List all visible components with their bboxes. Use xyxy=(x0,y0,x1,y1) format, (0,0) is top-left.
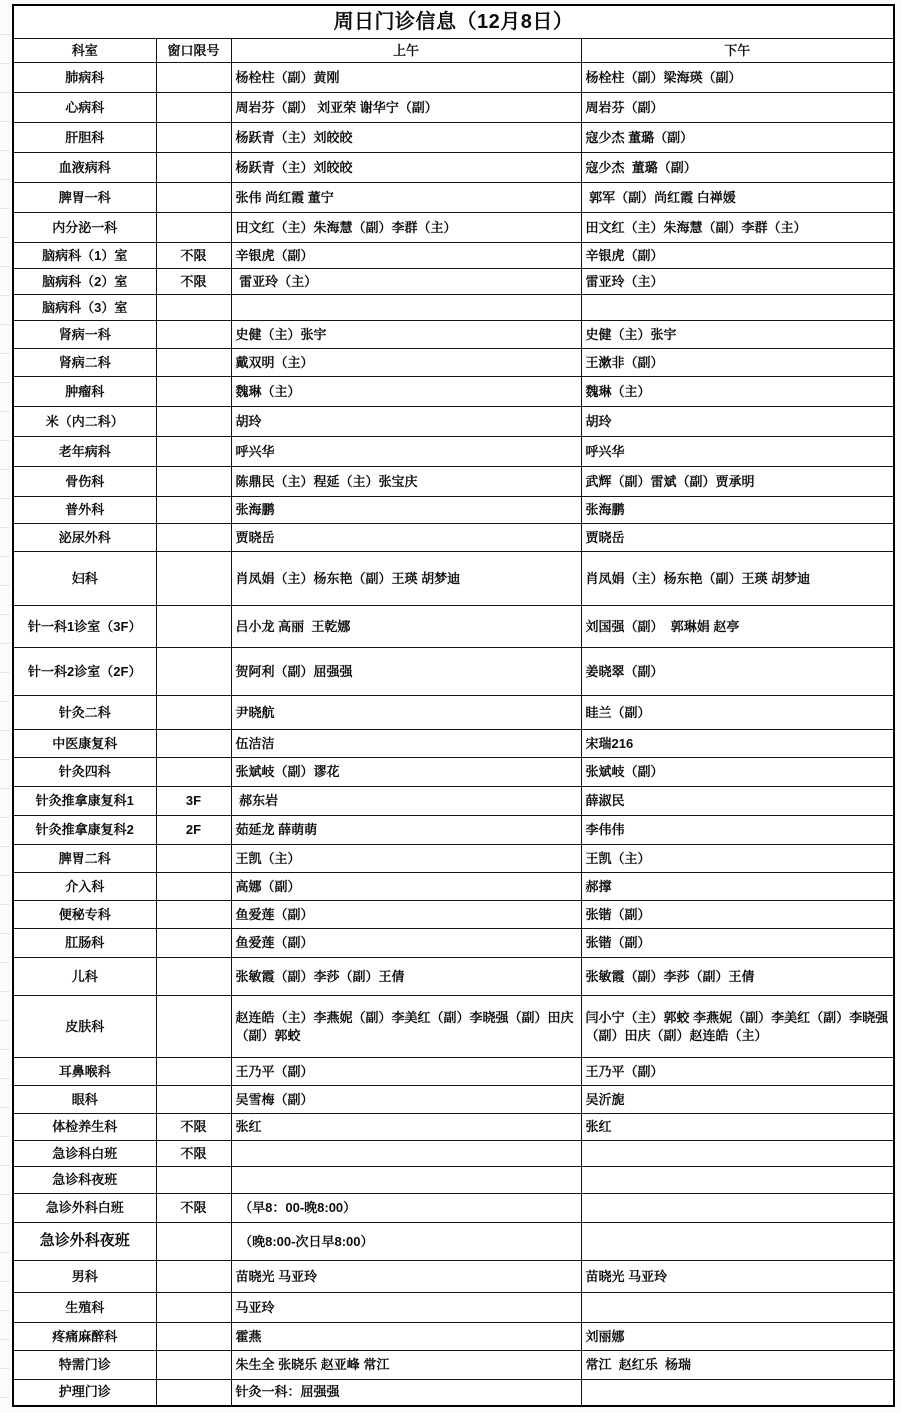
department-cell: 米（内二科） xyxy=(13,407,156,437)
window-limit-cell xyxy=(156,295,231,321)
table-row xyxy=(13,1261,894,1293)
table-row xyxy=(13,63,894,93)
col-header-morning: 上午 xyxy=(231,39,581,63)
afternoon-doctors-cell xyxy=(581,1293,894,1323)
morning-doctors-cell: （早8：00-晚8:00） xyxy=(231,1194,581,1223)
morning-doctors-cell: 肖凤娟（主）杨东艳（副）王瑛 胡梦迪 xyxy=(231,552,581,606)
afternoon-doctors-cell: 郝撑 xyxy=(581,873,894,901)
table-row xyxy=(13,295,894,321)
afternoon-doctors-cell: 王凯（主） xyxy=(581,845,894,873)
window-limit-cell xyxy=(156,93,231,123)
department-cell: 血液病科 xyxy=(13,153,156,183)
department-cell: 疼痛麻醉科 xyxy=(13,1323,156,1351)
morning-doctors-cell: 张红 xyxy=(231,1114,581,1141)
department-cell: 急诊科白班 xyxy=(13,1141,156,1167)
window-limit-cell xyxy=(156,1380,231,1406)
window-limit-cell xyxy=(156,407,231,437)
afternoon-doctors-cell: 刘国强（副） 郭琳娟 赵亭 xyxy=(581,606,894,648)
department-cell: 皮肤科 xyxy=(13,996,156,1058)
department-cell: 耳鼻喉科 xyxy=(13,1058,156,1086)
table-row xyxy=(13,996,894,1058)
window-limit-cell xyxy=(156,845,231,873)
morning-doctors-cell: 王凯（主） xyxy=(231,845,581,873)
morning-doctors-cell: 高娜（副） xyxy=(231,873,581,901)
table-row xyxy=(13,497,894,524)
afternoon-doctors-cell: 史健（主）张宇 xyxy=(581,321,894,349)
col-header-department: 科室 xyxy=(13,39,156,63)
afternoon-doctors-cell: 李伟伟 xyxy=(581,816,894,845)
window-limit-cell xyxy=(156,321,231,349)
morning-doctors-cell: 张伟 尚红霞 董宁 xyxy=(231,183,581,213)
department-cell: 肺病科 xyxy=(13,63,156,93)
afternoon-doctors-cell: 呼兴华 xyxy=(581,437,894,467)
window-limit-cell xyxy=(156,996,231,1058)
morning-doctors-cell: （晚8:00-次日早8:00） xyxy=(231,1223,581,1261)
window-limit-cell xyxy=(156,213,231,243)
department-cell: 肝胆科 xyxy=(13,123,156,153)
morning-doctors-cell: 尹晓航 xyxy=(231,696,581,730)
afternoon-doctors-cell xyxy=(581,1141,894,1167)
table-row xyxy=(13,153,894,183)
morning-doctors-cell: 杨栓柱（副）黄刚 xyxy=(231,63,581,93)
col-header-afternoon: 下午 xyxy=(581,39,894,63)
department-cell: 男科 xyxy=(13,1261,156,1293)
department-cell: 普外科 xyxy=(13,497,156,524)
window-limit-cell xyxy=(156,552,231,606)
afternoon-doctors-cell: 周岩芬（副） xyxy=(581,93,894,123)
afternoon-doctors-cell: 王漱非（副） xyxy=(581,349,894,377)
morning-doctors-cell: 贾晓岳 xyxy=(231,524,581,552)
window-limit-cell xyxy=(156,1293,231,1323)
afternoon-doctors-cell: 眭兰（副） xyxy=(581,696,894,730)
morning-doctors-cell: 张斌岐（副）谬花 xyxy=(231,758,581,787)
morning-doctors-cell: 陈鼎民（主）程延（主）张宝庆 xyxy=(231,467,581,497)
morning-doctors-cell: 田文红（主）朱海慧（副）李群（主） xyxy=(231,213,581,243)
department-cell: 针灸推拿康复科2 xyxy=(13,816,156,845)
morning-doctors-cell: 鱼爱莲（副） xyxy=(231,929,581,958)
afternoon-doctors-cell: 张锴（副） xyxy=(581,929,894,958)
table-row xyxy=(13,1323,894,1351)
table-row xyxy=(13,1223,894,1261)
morning-doctors-cell: 史健（主）张宇 xyxy=(231,321,581,349)
header-row xyxy=(13,39,894,63)
table-row xyxy=(13,1194,894,1223)
window-limit-cell xyxy=(156,901,231,929)
afternoon-doctors-cell: 张敏霞（副）李莎（副）王倩 xyxy=(581,958,894,996)
table-row xyxy=(13,787,894,816)
department-cell: 脑病科（1）室 xyxy=(13,243,156,269)
afternoon-doctors-cell: 张海鹏 xyxy=(581,497,894,524)
table-row xyxy=(13,730,894,758)
afternoon-doctors-cell: 薛淑民 xyxy=(581,787,894,816)
window-limit-cell xyxy=(156,349,231,377)
morning-doctors-cell: 针灸一科：屈强强 xyxy=(231,1380,581,1406)
table-row xyxy=(13,1141,894,1167)
afternoon-doctors-cell: 武辉（副）雷斌（副）贾承明 xyxy=(581,467,894,497)
table-row xyxy=(13,93,894,123)
department-cell: 急诊外科夜班 xyxy=(13,1223,156,1261)
window-limit-cell xyxy=(156,1261,231,1293)
afternoon-doctors-cell: 张锴（副） xyxy=(581,901,894,929)
window-limit-cell: 2F xyxy=(156,816,231,845)
morning-doctors-cell: 辛银虎（副） xyxy=(231,243,581,269)
morning-doctors-cell: 伍洁洁 xyxy=(231,730,581,758)
window-limit-cell: 不限 xyxy=(156,1194,231,1223)
department-cell: 针灸二科 xyxy=(13,696,156,730)
table-row xyxy=(13,467,894,497)
morning-doctors-cell: 贺阿利（副）屈强强 xyxy=(231,648,581,696)
table-row xyxy=(13,123,894,153)
window-limit-cell xyxy=(156,153,231,183)
window-limit-cell xyxy=(156,873,231,901)
department-cell: 眼科 xyxy=(13,1086,156,1114)
morning-doctors-cell: 杨跃青（主）刘皎皎 xyxy=(231,123,581,153)
window-limit-cell xyxy=(156,524,231,552)
department-cell: 护理门诊 xyxy=(13,1380,156,1406)
department-cell: 特需门诊 xyxy=(13,1351,156,1380)
window-limit-cell xyxy=(156,123,231,153)
department-cell: 儿科 xyxy=(13,958,156,996)
table-row xyxy=(13,377,894,407)
afternoon-doctors-cell: 辛银虎（副） xyxy=(581,243,894,269)
department-cell: 内分泌一科 xyxy=(13,213,156,243)
morning-doctors-cell: 鱼爱莲（副） xyxy=(231,901,581,929)
morning-doctors-cell: 魏琳（主） xyxy=(231,377,581,407)
morning-doctors-cell: 雷亚玲（主） xyxy=(231,269,581,295)
table-row xyxy=(13,816,894,845)
col-header-window-limit: 窗口限号 xyxy=(156,39,231,63)
table-row xyxy=(13,321,894,349)
morning-doctors-cell: 郝东岩 xyxy=(231,787,581,816)
morning-doctors-cell: 茹延龙 薛萌萌 xyxy=(231,816,581,845)
table-row xyxy=(13,758,894,787)
table-row xyxy=(13,183,894,213)
department-cell: 肾病一科 xyxy=(13,321,156,349)
table-row xyxy=(13,929,894,958)
afternoon-doctors-cell: 郭军（副）尚红霞 白禅媛 xyxy=(581,183,894,213)
table-row xyxy=(13,1058,894,1086)
outpatient-schedule-table xyxy=(12,4,895,1407)
table-row xyxy=(13,901,894,929)
window-limit-cell xyxy=(156,437,231,467)
window-limit-cell xyxy=(156,1167,231,1194)
page-title: 周日门诊信息（12月8日） xyxy=(13,5,894,39)
afternoon-doctors-cell: 杨栓柱（副）梁海瑛（副） xyxy=(581,63,894,93)
afternoon-doctors-cell: 刘丽娜 xyxy=(581,1323,894,1351)
morning-doctors-cell: 苗晓光 马亚玲 xyxy=(231,1261,581,1293)
table-row xyxy=(13,1167,894,1194)
window-limit-cell: 3F xyxy=(156,787,231,816)
table-row xyxy=(13,1293,894,1323)
afternoon-doctors-cell: 吴沂旎 xyxy=(581,1086,894,1114)
window-limit-cell xyxy=(156,758,231,787)
morning-doctors-cell: 戴双明（主） xyxy=(231,349,581,377)
afternoon-doctors-cell: 胡玲 xyxy=(581,407,894,437)
afternoon-doctors-cell: 苗晓光 马亚玲 xyxy=(581,1261,894,1293)
window-limit-cell xyxy=(156,467,231,497)
department-cell: 妇科 xyxy=(13,552,156,606)
department-cell: 心病科 xyxy=(13,93,156,123)
afternoon-doctors-cell xyxy=(581,295,894,321)
table-row xyxy=(13,213,894,243)
department-cell: 针一科1诊室（3F） xyxy=(13,606,156,648)
window-limit-cell xyxy=(156,1351,231,1380)
morning-doctors-cell xyxy=(231,1167,581,1194)
table-row xyxy=(13,648,894,696)
department-cell: 生殖科 xyxy=(13,1293,156,1323)
afternoon-doctors-cell: 常江 赵红乐 杨瑞 xyxy=(581,1351,894,1380)
afternoon-doctors-cell: 姜晓翠（副） xyxy=(581,648,894,696)
window-limit-cell: 不限 xyxy=(156,1114,231,1141)
table-row xyxy=(13,407,894,437)
spreadsheet-gutter xyxy=(0,34,10,1413)
morning-doctors-cell: 张海鹏 xyxy=(231,497,581,524)
window-limit-cell xyxy=(156,929,231,958)
morning-doctors-cell: 周岩芬（副） 刘亚荣 谢华宁（副） xyxy=(231,93,581,123)
morning-doctors-cell: 胡玲 xyxy=(231,407,581,437)
afternoon-doctors-cell xyxy=(581,1167,894,1194)
department-cell: 急诊外科白班 xyxy=(13,1194,156,1223)
afternoon-doctors-cell: 张红 xyxy=(581,1114,894,1141)
table-row xyxy=(13,958,894,996)
afternoon-doctors-cell: 寇少杰 董璐（副） xyxy=(581,153,894,183)
morning-doctors-cell: 王乃平（副） xyxy=(231,1058,581,1086)
table-row xyxy=(13,1086,894,1114)
department-cell: 肿瘤科 xyxy=(13,377,156,407)
department-cell: 针一科2诊室（2F） xyxy=(13,648,156,696)
table-row xyxy=(13,552,894,606)
afternoon-doctors-cell: 宋瑞216 xyxy=(581,730,894,758)
afternoon-doctors-cell xyxy=(581,1380,894,1406)
window-limit-cell: 不限 xyxy=(156,1141,231,1167)
department-cell: 老年病科 xyxy=(13,437,156,467)
window-limit-cell xyxy=(156,958,231,996)
schedule-body xyxy=(13,63,894,1406)
department-cell: 中医康复科 xyxy=(13,730,156,758)
title-row xyxy=(13,5,894,39)
window-limit-cell xyxy=(156,1058,231,1086)
table-row xyxy=(13,243,894,269)
department-cell: 肾病二科 xyxy=(13,349,156,377)
table-row xyxy=(13,873,894,901)
afternoon-doctors-cell: 张斌岐（副） xyxy=(581,758,894,787)
morning-doctors-cell xyxy=(231,1141,581,1167)
table-row xyxy=(13,1380,894,1406)
department-cell: 急诊科夜班 xyxy=(13,1167,156,1194)
table-row xyxy=(13,524,894,552)
table-row xyxy=(13,269,894,295)
department-cell: 脾胃一科 xyxy=(13,183,156,213)
afternoon-doctors-cell: 贾晓岳 xyxy=(581,524,894,552)
department-cell: 介入科 xyxy=(13,873,156,901)
morning-doctors-cell: 杨跃青（主）刘皎皎 xyxy=(231,153,581,183)
table-row xyxy=(13,1351,894,1380)
morning-doctors-cell: 张敏霞（副）李莎（副）王倩 xyxy=(231,958,581,996)
afternoon-doctors-cell: 肖凤娟（主）杨东艳（副）王瑛 胡梦迪 xyxy=(581,552,894,606)
table-row xyxy=(13,845,894,873)
afternoon-doctors-cell xyxy=(581,1223,894,1261)
window-limit-cell xyxy=(156,730,231,758)
window-limit-cell xyxy=(156,497,231,524)
table-row xyxy=(13,437,894,467)
window-limit-cell xyxy=(156,648,231,696)
department-cell: 针灸推拿康复科1 xyxy=(13,787,156,816)
afternoon-doctors-cell: 王乃平（副） xyxy=(581,1058,894,1086)
department-cell: 便秘专科 xyxy=(13,901,156,929)
afternoon-doctors-cell xyxy=(581,1194,894,1223)
window-limit-cell xyxy=(156,377,231,407)
afternoon-doctors-cell: 闫小宁（主）郭蛟 李燕妮（副）李美红（副）李晓强（副）田庆（副）赵连皓（主） xyxy=(581,996,894,1058)
morning-doctors-cell: 朱生全 张晓乐 赵亚峰 常江 xyxy=(231,1351,581,1380)
window-limit-cell xyxy=(156,63,231,93)
morning-doctors-cell: 霍燕 xyxy=(231,1323,581,1351)
morning-doctors-cell: 赵连皓（主）李燕妮（副）李美红（副）李晓强（副）田庆（副）郭蛟 xyxy=(231,996,581,1058)
department-cell: 脑病科（3）室 xyxy=(13,295,156,321)
morning-doctors-cell: 马亚玲 xyxy=(231,1293,581,1323)
window-limit-cell xyxy=(156,1323,231,1351)
department-cell: 肛肠科 xyxy=(13,929,156,958)
table-row xyxy=(13,1114,894,1141)
afternoon-doctors-cell: 田文红（主）朱海慧（副）李群（主） xyxy=(581,213,894,243)
morning-doctors-cell xyxy=(231,295,581,321)
morning-doctors-cell: 呼兴华 xyxy=(231,437,581,467)
window-limit-cell xyxy=(156,1086,231,1114)
afternoon-doctors-cell: 寇少杰 董璐（副） xyxy=(581,123,894,153)
morning-doctors-cell: 吴雪梅（副） xyxy=(231,1086,581,1114)
table-row xyxy=(13,349,894,377)
window-limit-cell xyxy=(156,696,231,730)
afternoon-doctors-cell: 魏琳（主） xyxy=(581,377,894,407)
morning-doctors-cell: 吕小龙 高丽 王乾娜 xyxy=(231,606,581,648)
table-row xyxy=(13,696,894,730)
afternoon-doctors-cell: 雷亚玲（主） xyxy=(581,269,894,295)
window-limit-cell xyxy=(156,606,231,648)
table-row xyxy=(13,606,894,648)
window-limit-cell: 不限 xyxy=(156,269,231,295)
department-cell: 脾胃二科 xyxy=(13,845,156,873)
department-cell: 体检养生科 xyxy=(13,1114,156,1141)
window-limit-cell: 不限 xyxy=(156,243,231,269)
window-limit-cell xyxy=(156,1223,231,1261)
department-cell: 骨伤科 xyxy=(13,467,156,497)
window-limit-cell xyxy=(156,183,231,213)
department-cell: 针灸四科 xyxy=(13,758,156,787)
department-cell: 脑病科（2）室 xyxy=(13,269,156,295)
department-cell: 泌尿外科 xyxy=(13,524,156,552)
